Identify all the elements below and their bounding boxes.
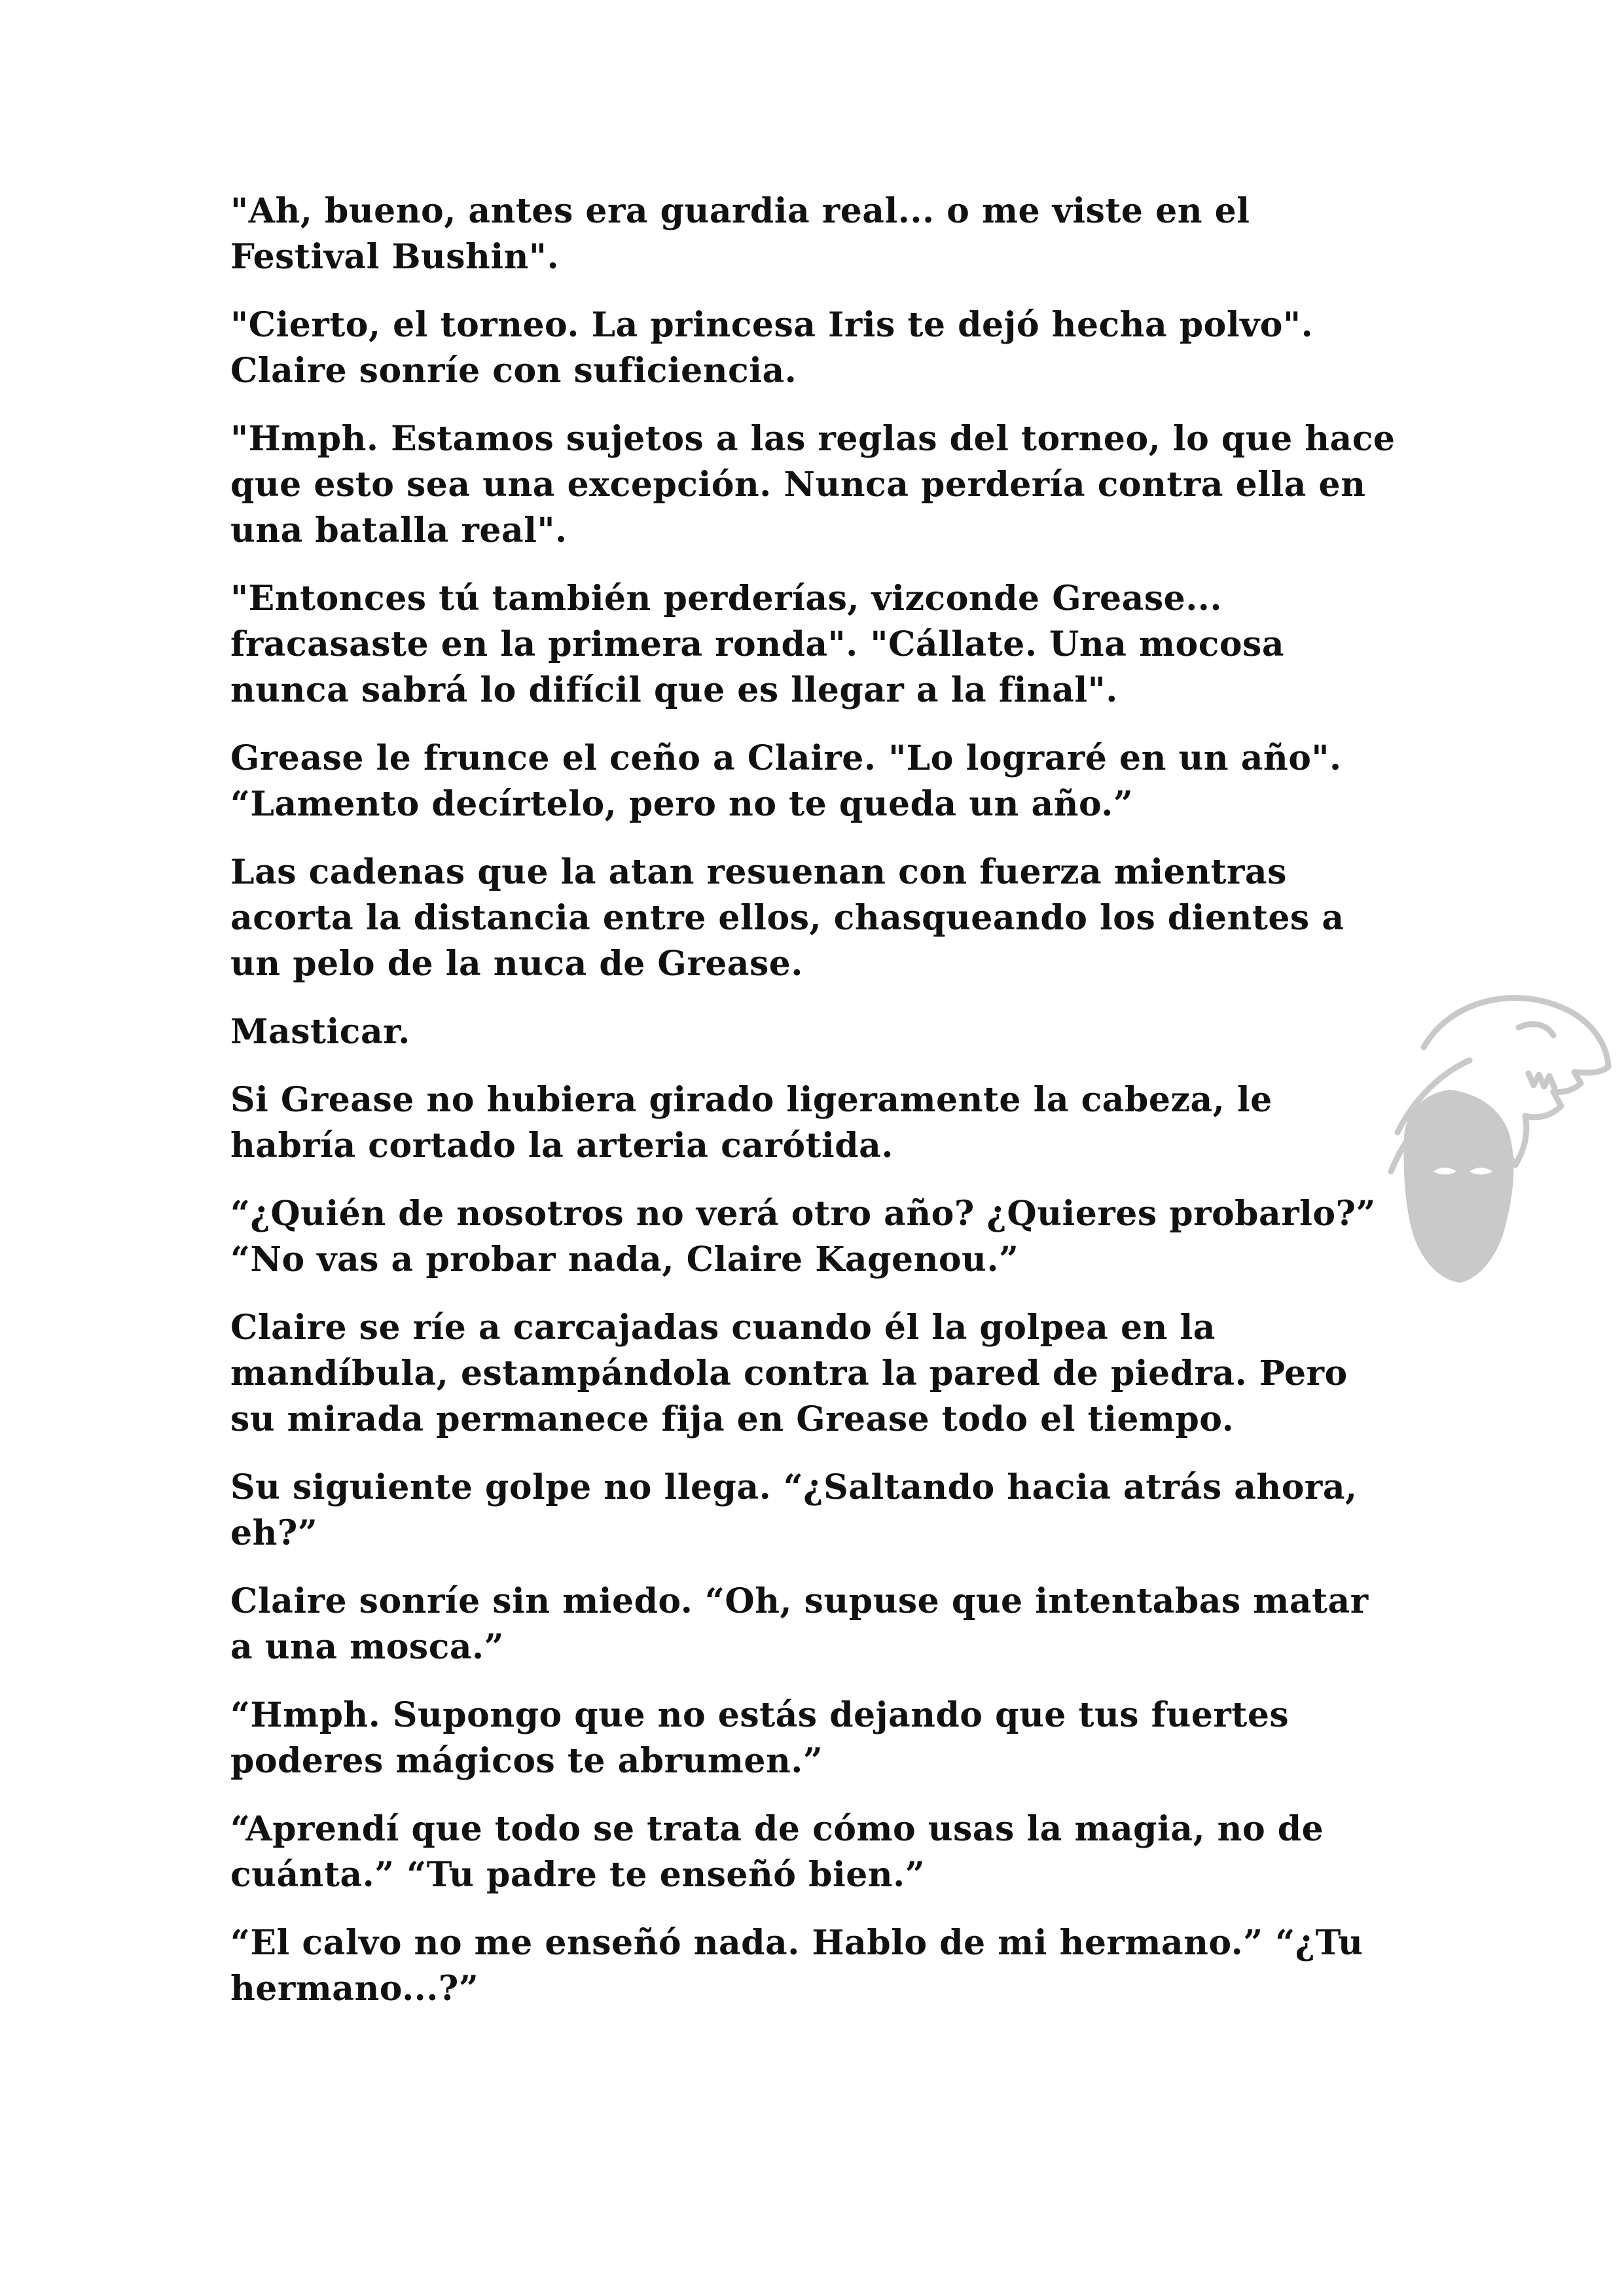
paragraph: Masticar. <box>230 1012 410 1052</box>
paragraph: “Aprendí que todo se trata de cómo usas la magia, no de cuánta.” “Tu padre te enseñó bien.” <box>230 1809 1324 1895</box>
paragraph: “El calvo no me enseñó nada. Hablo de mi hermano.” “¿Tu hermano...?” <box>230 1923 1363 2009</box>
paragraph: Su siguiente golpe no llega. “¿Saltando hacia atrás ahora, eh?” <box>230 1467 1358 1553</box>
paragraph: "Hmph. Estamos sujetos a las reglas del torneo, lo que hace que esto sea una excepción. Nunca perdería contra ella en una batalla real". <box>230 419 1396 550</box>
paragraph: “Hmph. Supongo que no estás dejando que tus fuertes poderes mágicos te abrumen.” <box>230 1695 1290 1781</box>
paragraph: Claire sonríe sin miedo. “Oh, supuse que intentabas matar a una mosca.” <box>230 1581 1369 1667</box>
document-body <box>230 188 1402 2034</box>
paragraph: Las cadenas que la atan resuenan con fuerza mientras acorta la distancia entre ellos, chasqueando los dientes a un pelo de la nuca de Grease. <box>230 852 1344 984</box>
paragraph: Claire se ríe a carcajadas cuando él la golpea en la mandíbula, estampándola contra la pared de piedra. Pero su mirada permanece fija en Grease todo el tiempo. <box>230 1308 1348 1439</box>
paragraph: "Ah, bueno, antes era guardia real... o me viste en el Festival Bushin". <box>230 191 1250 277</box>
dinosaur-hooded-figure-logo-icon <box>1378 975 1614 1289</box>
paragraph: “¿Quién de nosotros no verá otro año? ¿Quieres probarlo?” “No vas a probar nada, Claire Kagenou.” <box>230 1194 1376 1280</box>
paragraph: Grease le frunce el ceño a Claire. "Lo lograré en un año". “Lamento decírtelo, pero no te queda un año.” <box>230 738 1342 824</box>
paragraph: "Cierto, el torneo. La princesa Iris te dejó hecha polvo". Claire sonríe con suficiencia. <box>230 305 1314 391</box>
paragraph: "Entonces tú también perderías, vizconde Grease... fracasaste en la primera ronda". "Cállate. Una mocosa nunca sabrá lo difícil que es llegar a la final". <box>230 579 1285 710</box>
paragraph: Si Grease no hubiera girado ligeramente la cabeza, le habría cortado la arteria carótida. <box>230 1080 1272 1166</box>
